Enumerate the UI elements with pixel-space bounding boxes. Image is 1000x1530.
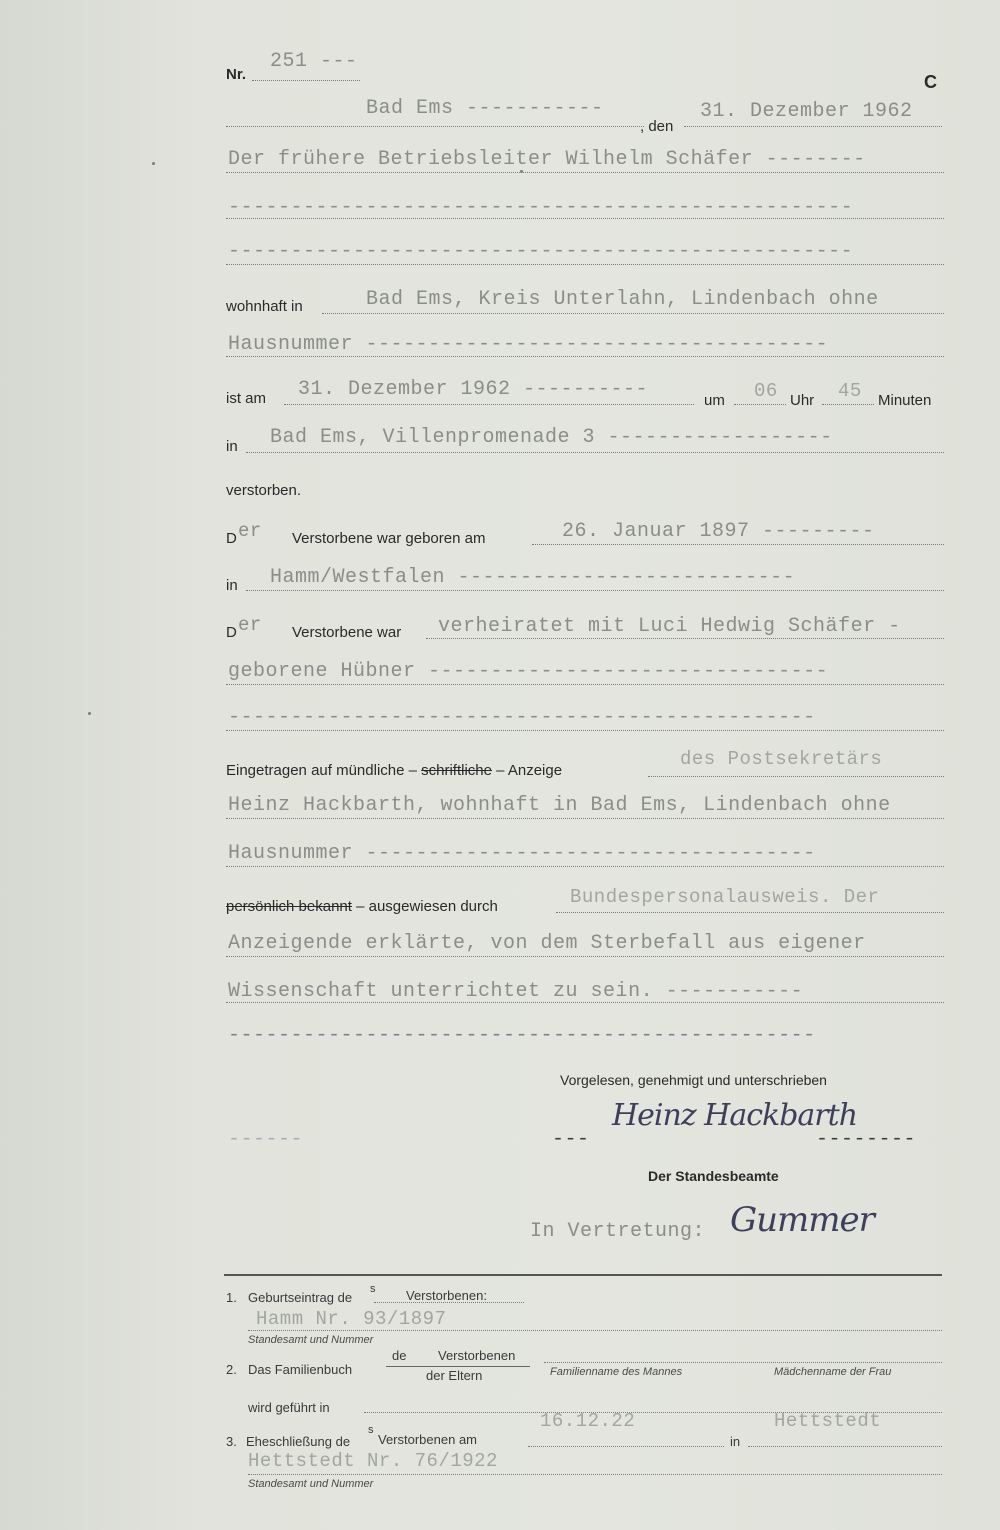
ruled-line [648,776,944,777]
vertretung-label: In Vertretung: [530,1220,706,1243]
death-place: Bad Ems, Villenpromenade 3 ------------------ [270,426,833,449]
marital-status-2: geborene Hübner -------------------------------- [228,660,829,683]
item2-wird: wird geführt in [248,1400,330,1415]
standesbeamte-label: Der Standesbeamte [648,1168,779,1184]
item3-place: Hettstedt [774,1410,882,1432]
item3-number: 3. [226,1434,237,1449]
informant-line-3: Hausnummer ------------------------------------ [228,842,816,865]
ruled-line [556,912,944,913]
ruled-line [322,313,944,314]
identification-struck: persönlich bekannt [226,898,352,915]
ruled-line [284,404,694,405]
item1-number: 1. [226,1290,237,1305]
informant-line-1: des Postsekretärs [680,748,883,770]
item2-eltern: der Eltern [426,1368,483,1383]
informant-signature: Heinz Hackbarth [612,1098,858,1133]
marriage-label: Verstorbene war [292,624,402,641]
ruled-line [226,218,944,219]
registry-place: Bad Ems ----------- [366,97,604,120]
ruled-line [544,1362,942,1363]
ruled-line [734,404,786,405]
ruled-line [226,172,944,173]
item1-value: Verstorbenen: [406,1288,487,1303]
ruled-line [226,684,944,685]
item2-verstorbenen: Verstorbenen [438,1348,516,1363]
item3-suffix: s [368,1424,374,1436]
ruled-line [226,866,944,867]
item2-label: Das Familienbuch [248,1362,353,1377]
place-line [226,126,644,127]
birth-date: 26. Januar 1897 --------- [562,520,875,543]
registration-label [226,762,562,779]
date-line [684,126,942,127]
informant-line-2: Heinz Hackbarth, wohnhaft in Bad Ems, Lindenbach ohne [228,794,891,817]
identification-line-1: Bundespersonalausweis. Der [570,886,880,908]
informant-dashes-right: -------- [816,1128,917,1151]
identification-line-2: Anzeigende erklärte, von dem Sterbefall aus eigener [228,932,866,955]
birth-in-label: in [226,577,238,594]
death-date: 31. Dezember 1962 ---------- [298,378,649,401]
registration-label-struck: schriftliche [421,762,492,779]
birth-d-label: D [226,530,237,547]
marriage-d-label: D [226,624,237,641]
footer-divider [224,1274,942,1276]
ist-am-label: ist am [226,390,267,407]
item1-label: Geburtseintrag de [248,1290,353,1305]
official-signature: Gummer [730,1200,874,1240]
vorgelesen-label: Vorgelesen, genehmigt und unterschrieben [560,1072,827,1088]
residence-line-1: Bad Ems, Kreis Unterlahn, Lindenbach ohne [366,288,879,311]
wohnhaft-label: wohnhaft in [226,298,303,315]
registration-label-post: – Anzeige [492,762,563,779]
item3-verstorbenen: Verstorbenen am [378,1432,478,1447]
ruled-line [246,590,944,591]
marital-status-1: verheiratet mit Luci Hedwig Schäfer - [438,615,901,638]
ruled-line [226,730,944,731]
item2-col-husband: Familienname des Mannes [550,1366,683,1378]
death-hour: 06 [754,380,778,402]
birth-place: Hamm/Westfalen --------------------------- [270,566,796,589]
ruled-line [248,1330,942,1331]
identification-label [226,898,498,915]
item3-in: in [730,1434,741,1449]
speck [88,712,91,715]
ruled-line [532,544,944,545]
um-label: um [704,392,725,409]
nr-line [252,80,360,81]
item3-label: Eheschließung de [246,1434,351,1449]
registry-date: 31. Dezember 1962 [700,100,913,123]
identification-line-4: ----------------------------------------------- [228,1024,816,1047]
ruled-line [426,638,944,639]
ruled-line [246,452,944,453]
identification-line-3: Wissenschaft unterrichtet zu sein. ----------- [228,980,804,1003]
item1-suffix: s [370,1283,376,1295]
in-label: in [226,438,238,455]
marriage-er-suffix: er [238,614,262,636]
ruled-line [226,1002,944,1003]
den-label: , den [640,118,674,135]
ruled-line [822,404,874,405]
item3-caption: Standesamt und Nummer [248,1478,374,1490]
ruled-line [226,356,944,357]
deceased-line-3: -------------------------------------------------- [228,240,854,263]
item1-entry: Hamm Nr. 93/1897 [256,1308,447,1330]
item3-entry: Hettstedt Nr. 76/1922 [248,1450,498,1472]
verstorben-label: verstorben. [226,482,302,499]
ruled-line [226,818,944,819]
deceased-line-2: -------------------------------------------------- [228,196,854,219]
nr-value: 251 --- [270,50,358,73]
death-minute: 45 [838,380,862,402]
speck [152,162,155,165]
ruled-line [748,1446,942,1447]
minuten-label: Minuten [878,392,932,409]
ruled-line [248,1474,942,1475]
birth-label: Verstorbene war geboren am [292,530,486,547]
item2-number: 2. [226,1362,237,1377]
ruled-line [226,956,944,957]
ruled-line [226,264,944,265]
signature-left-dashes: ------ [228,1128,304,1151]
item3-date: 16.12.22 [540,1410,636,1432]
fraction-line [386,1366,530,1367]
uhr-label: Uhr [790,392,815,409]
nr-label: Nr. [226,66,247,83]
item2-de: de [392,1348,407,1363]
residence-line-2: Hausnummer ------------------------------------- [228,333,829,356]
form-letter: C [924,72,937,92]
identification-label-post: – ausgewiesen durch [351,898,498,915]
ruled-line [528,1446,724,1447]
item2-col-wife: Mädchenname der Frau [774,1366,892,1378]
marital-status-3: ----------------------------------------------- [228,706,816,729]
informant-dashes-left: --- [552,1128,590,1151]
item1-caption: Standesamt und Nummer [248,1334,374,1346]
registration-label-pre: Eingetragen auf mündliche – [226,762,422,779]
birth-er-suffix: er [238,520,262,542]
deceased-line-1: Der frühere Betriebsleiter Wilhelm Schäfer -------- [228,148,866,171]
